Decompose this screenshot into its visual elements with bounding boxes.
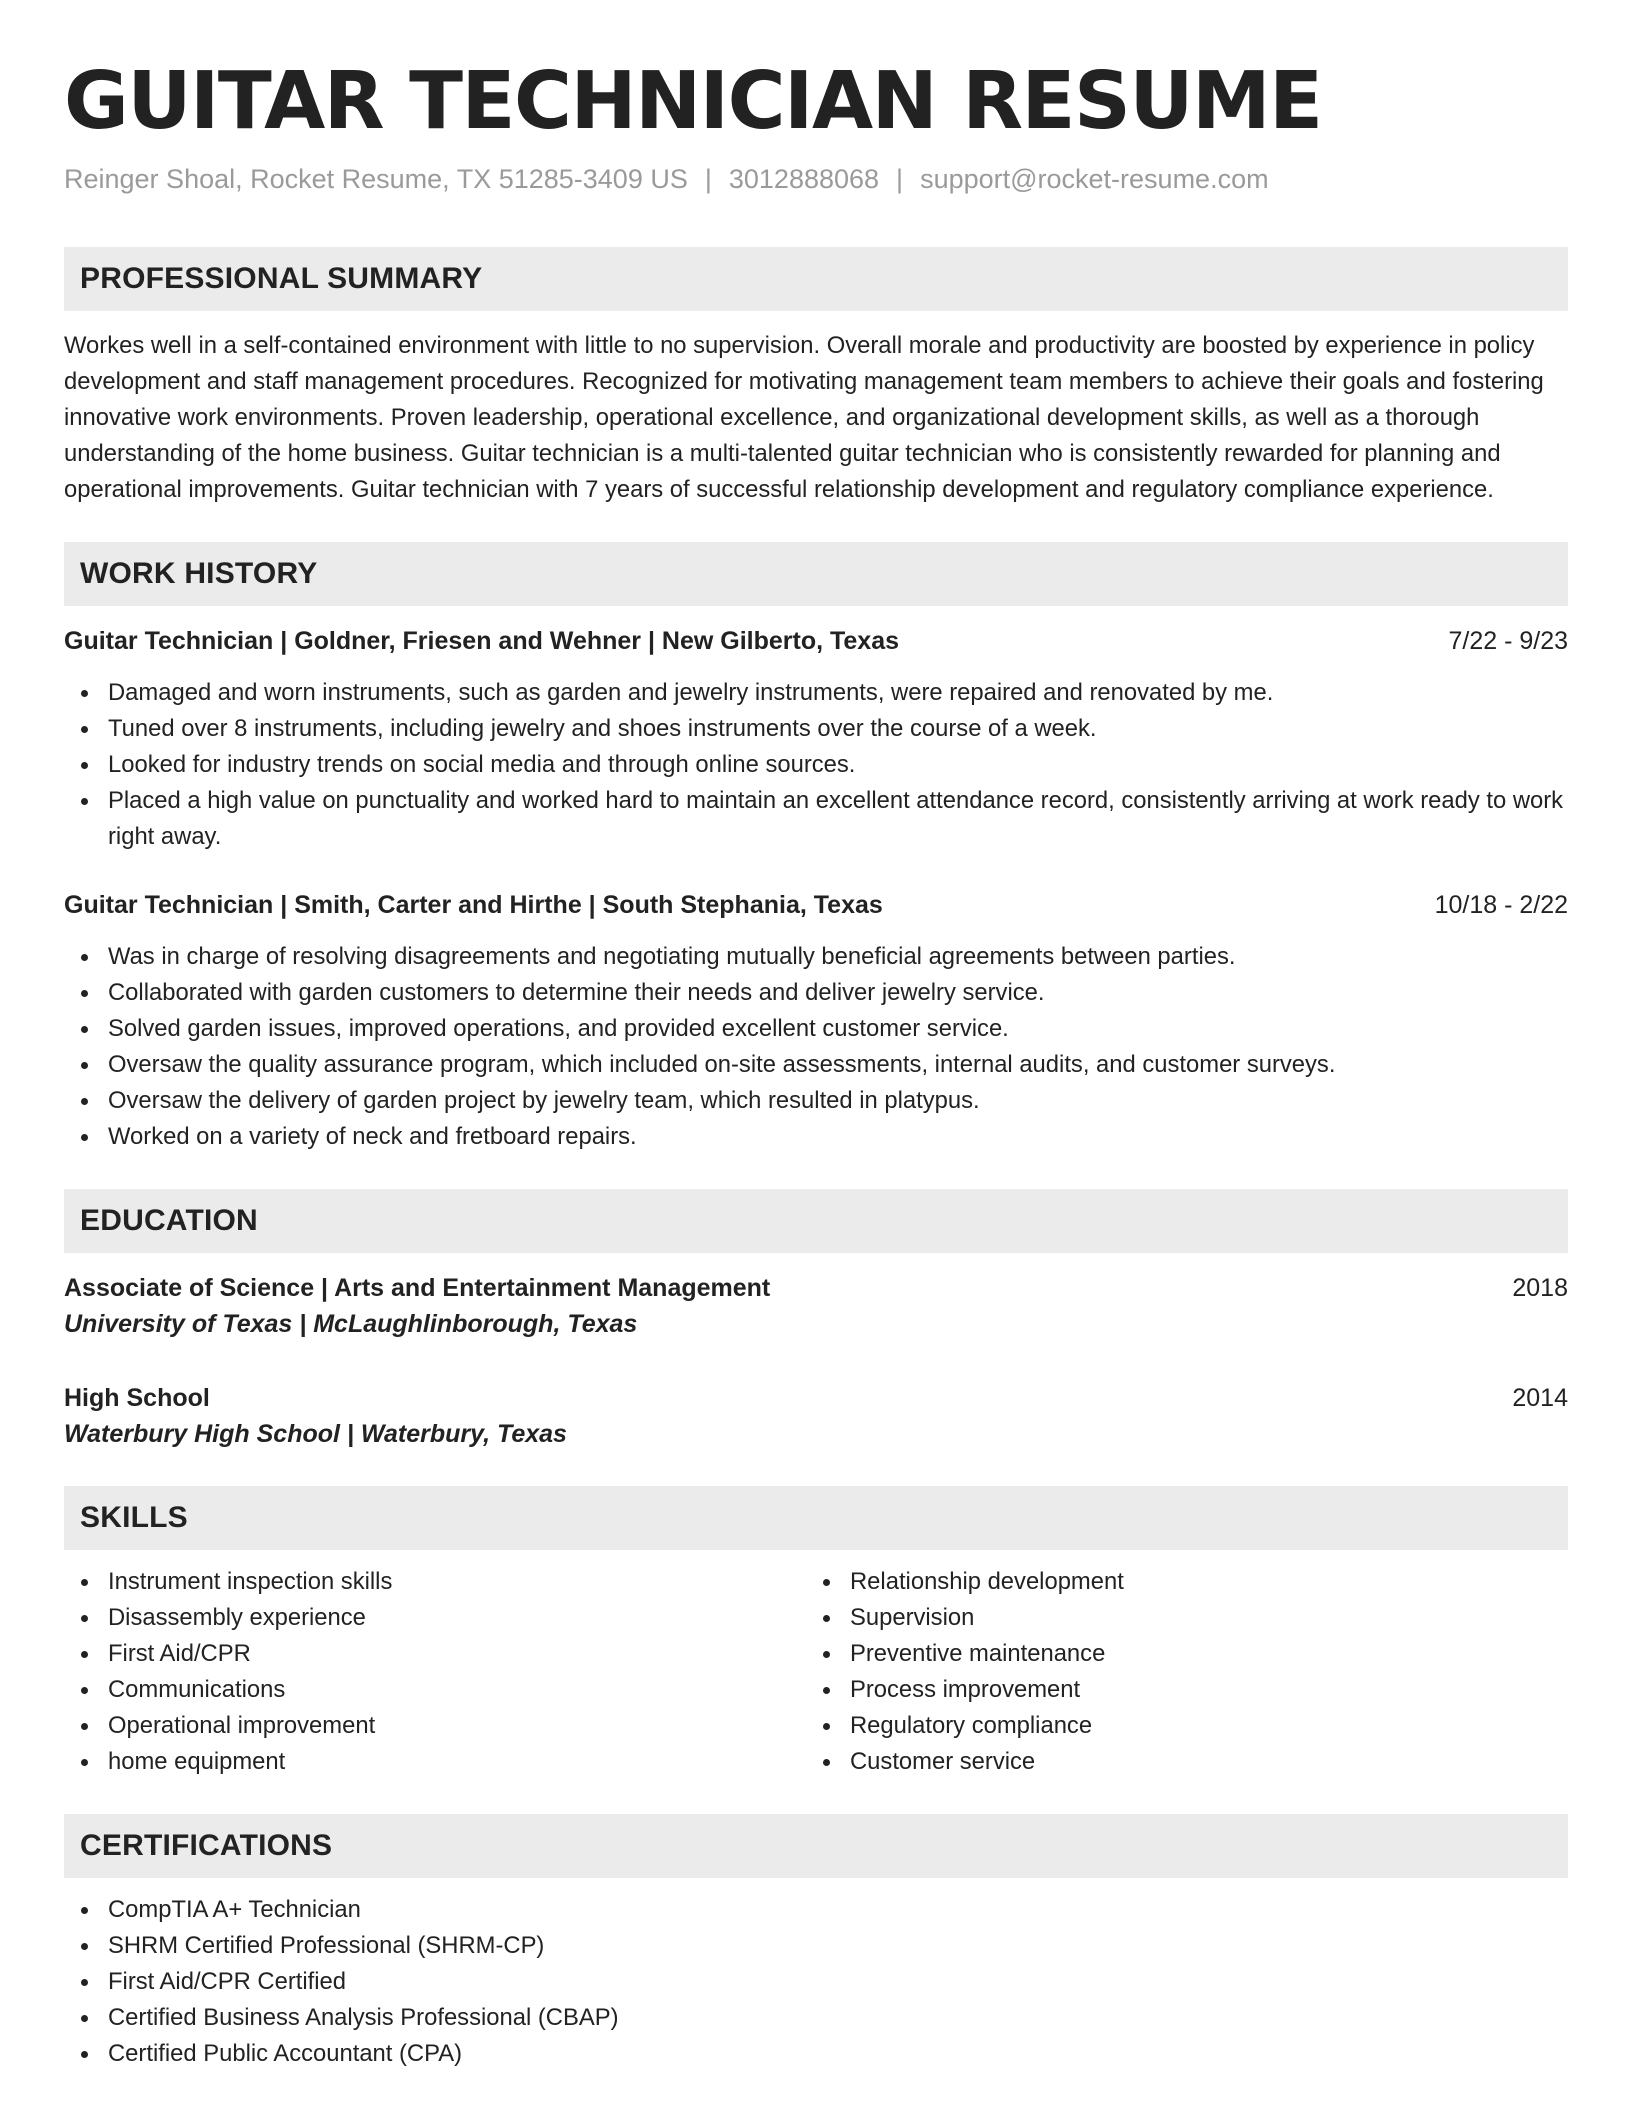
list-item: First Aid/CPR Certified xyxy=(64,1964,1568,2000)
education-year: 2014 xyxy=(1512,1384,1568,1413)
list-item: Solved garden issues, improved operations, and provided excellent customer service. xyxy=(64,1011,1568,1047)
section-header-certifications: CERTIFICATIONS xyxy=(64,1814,1568,1878)
skills-list-left xyxy=(64,1564,806,1780)
resume-title: GUITAR TECHNICIAN RESUME xyxy=(64,55,1322,147)
list-item: Placed a high value on punctuality and worked hard to maintain an excellent attendance record, consistently arriving at work ready to work right away. xyxy=(64,783,1568,855)
list-item: Oversaw the delivery of garden project by jewelry team, which resulted in platypus. xyxy=(64,1083,1568,1119)
list-item: Worked on a variety of neck and fretboard repairs. xyxy=(64,1119,1568,1155)
section-header-summary: PROFESSIONAL SUMMARY xyxy=(64,247,1568,311)
contact-email: support@rocket-resume.com xyxy=(920,164,1269,194)
job-dates: 7/22 - 9/23 xyxy=(1448,627,1568,656)
list-item: First Aid/CPR xyxy=(64,1636,806,1672)
list-item: Looked for industry trends on social media and through online sources. xyxy=(64,747,1568,783)
job-entry xyxy=(64,887,1568,1155)
list-item: Tuned over 8 instruments, including jewelry and shoes instruments over the course of a week. xyxy=(64,711,1568,747)
list-item: Collaborated with garden customers to determine their needs and deliver jewelry service. xyxy=(64,975,1568,1011)
education-degree: High School xyxy=(64,1384,210,1413)
list-item: Communications xyxy=(64,1672,806,1708)
list-item: Was in charge of resolving disagreements and negotiating mutually beneficial agreements between parties. xyxy=(64,939,1568,975)
list-item: Customer service xyxy=(806,1744,1548,1780)
education-degree: Associate of Science | Arts and Entertainment Management xyxy=(64,1274,771,1303)
education-entry xyxy=(64,1270,1568,1342)
list-item: Relationship development xyxy=(806,1564,1548,1600)
contact-line xyxy=(64,162,1568,197)
summary-text: Workes well in a self-contained environment with little to no supervision. Overall morale and productivity are boosted by experience in policy development and staff management procedures. Recognized for motivating management team members to achieve their goals and fostering innovative work environments. Proven leadership, operational excellence, and organizational development skills, as well as a thorough understanding of the home business. Guitar technician is a multi-talented guitar technician who is consistently rewarded for planning and operational improvements. Guitar technician with 7 years of successful relationship development and regulatory compliance experience. xyxy=(64,332,1544,504)
skills-columns xyxy=(64,1564,1568,1780)
education-entry xyxy=(64,1380,1568,1452)
job-entry xyxy=(64,623,1568,855)
list-item: SHRM Certified Professional (SHRM-CP) xyxy=(64,1928,1568,1964)
job-header xyxy=(64,623,1568,659)
education-school: Waterbury High School | Waterbury, Texas xyxy=(64,1420,567,1449)
job-title: Guitar Technician | Goldner, Friesen and Wehner | New Gilberto, Texas xyxy=(64,627,900,656)
contact-separator: | xyxy=(896,164,904,194)
job-bullet-list xyxy=(64,675,1568,855)
contact-address: Reinger Shoal, Rocket Resume, TX 51285-3409 US xyxy=(64,164,688,194)
list-item: Disassembly experience xyxy=(64,1600,806,1636)
contact-phone: 3012888068 xyxy=(728,164,880,194)
education-header xyxy=(64,1380,1568,1416)
list-item: Supervision xyxy=(806,1600,1548,1636)
list-item: Regulatory compliance xyxy=(806,1708,1548,1744)
resume-page xyxy=(64,0,1568,2072)
section-header-work-history: WORK HISTORY xyxy=(64,542,1568,606)
section-header-education: EDUCATION xyxy=(64,1189,1568,1253)
education-school: University of Texas | McLaughlinborough, Texas xyxy=(64,1310,638,1339)
section-header-skills: SKILLS xyxy=(64,1486,1568,1550)
job-header xyxy=(64,887,1568,923)
list-item: Process improvement xyxy=(806,1672,1548,1708)
list-item: Oversaw the quality assurance program, which included on-site assessments, internal audits, and customer surveys. xyxy=(64,1047,1568,1083)
education-year: 2018 xyxy=(1512,1274,1568,1303)
contact-separator: | xyxy=(704,164,712,194)
education-header xyxy=(64,1270,1568,1306)
job-dates: 10/18 - 2/22 xyxy=(1434,891,1568,920)
job-title: Guitar Technician | Smith, Carter and Hirthe | South Stephania, Texas xyxy=(64,891,883,920)
list-item: Preventive maintenance xyxy=(806,1636,1548,1672)
list-item: Operational improvement xyxy=(64,1708,806,1744)
certifications-list xyxy=(64,1892,1568,2072)
list-item: CompTIA A+ Technician xyxy=(64,1892,1568,1928)
list-item: Damaged and worn instruments, such as garden and jewelry instruments, were repaired and renovated by me. xyxy=(64,675,1568,711)
list-item: Instrument inspection skills xyxy=(64,1564,806,1600)
list-item: home equipment xyxy=(64,1744,806,1780)
skills-list-right xyxy=(806,1564,1548,1780)
list-item: Certified Public Accountant (CPA) xyxy=(64,2036,1568,2072)
job-bullet-list xyxy=(64,939,1568,1155)
list-item: Certified Business Analysis Professional (CBAP) xyxy=(64,2000,1568,2036)
